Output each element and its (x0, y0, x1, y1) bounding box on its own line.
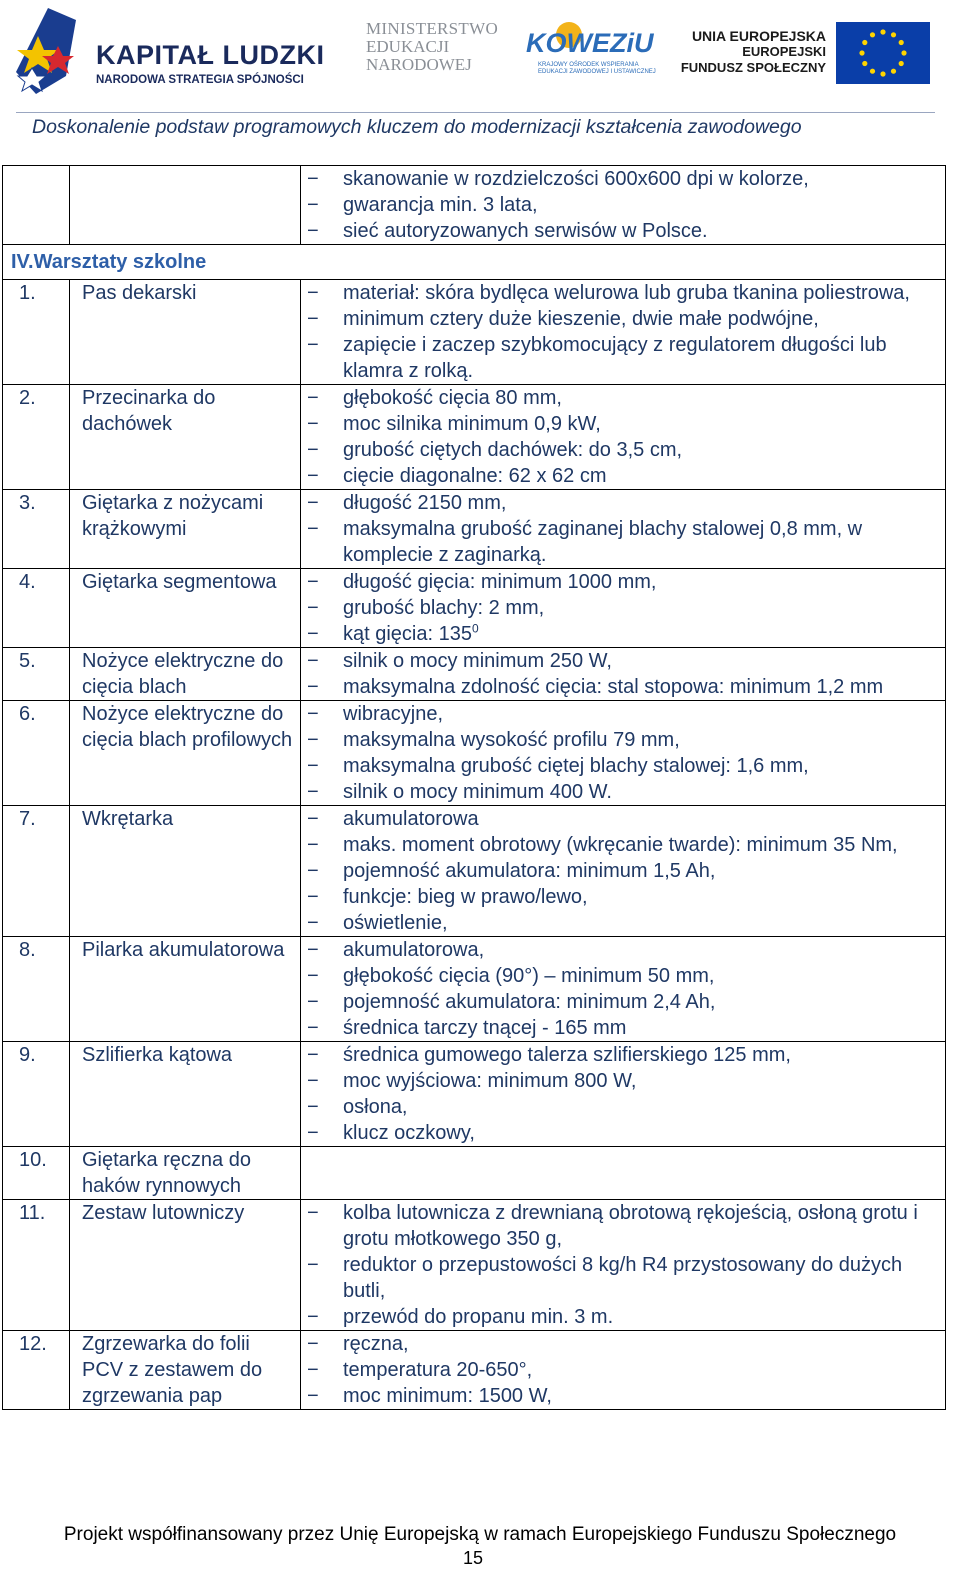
koweziu-sub-line-2: EDUKACJI ZAWODOWEJ I USTAWICZNEJ (538, 69, 656, 75)
feature-list (301, 166, 945, 244)
feature-list (301, 806, 945, 936)
feature-text: maksymalna zdolność cięcia: stal stopowa: minimum 1,2 mm (343, 676, 884, 698)
feature-item (301, 280, 945, 306)
name-cell (70, 806, 301, 937)
feature-text: pojemność akumulatora: minimum 2,4 Ah, (343, 991, 716, 1013)
feature-list (301, 569, 945, 647)
feature-list (301, 937, 945, 1041)
number-cell (3, 385, 70, 490)
feature-item (301, 1015, 945, 1041)
number-cell (3, 1331, 70, 1410)
feature-item (301, 701, 945, 727)
dash-bullet: − (307, 912, 319, 934)
dash-bullet: − (307, 623, 319, 645)
dash-bullet: − (307, 1306, 319, 1328)
features-cell (301, 701, 946, 806)
dash-bullet: − (307, 676, 319, 698)
dash-bullet: − (307, 886, 319, 908)
page-subtitle: Doskonalenie podstaw programowych kluczem do modernizacji kształcenia zawodowego (32, 116, 802, 138)
number-cell (3, 648, 70, 701)
dash-bullet: − (307, 282, 319, 304)
feature-text: średnica tarczy tnącej - 165 mm (343, 1017, 627, 1039)
men-line-3: NARODOWEJ (366, 55, 472, 74)
item-name: Nożyce elektryczne do cięcia blach profilowych (82, 703, 293, 751)
name-cell (70, 1147, 301, 1200)
section-row (3, 245, 946, 280)
feature-list (301, 1331, 945, 1409)
name-cell (70, 385, 301, 490)
dash-bullet: − (307, 834, 319, 856)
feature-item (301, 1068, 945, 1094)
item-name: Pas dekarski (82, 282, 197, 304)
dash-bullet: − (307, 439, 319, 461)
feature-item (301, 937, 945, 963)
section-title: IV.Warsztaty szkolne (3, 245, 946, 280)
dash-bullet: − (307, 1333, 319, 1355)
features-cell (301, 569, 946, 648)
feature-item (301, 1304, 945, 1330)
eu-line-2: EUROPEJSKI (742, 44, 826, 59)
feature-item (301, 463, 945, 489)
feature-text: skanowanie w rozdzielczości 600x600 dpi w kolorze, (343, 168, 809, 190)
eu-star-icon (891, 32, 896, 37)
feature-item (301, 963, 945, 989)
feature-item (301, 411, 945, 437)
feature-item (301, 1357, 945, 1383)
feature-text: moc silnika minimum 0,9 kW, (343, 413, 601, 435)
feature-text: głębokość cięcia (90°) – minimum 50 mm, (343, 965, 715, 987)
item-name: Pilarka akumulatorowa (82, 939, 285, 961)
kapital-ludzki-subtitle: NARODOWA STRATEGIA SPÓJNOŚCI (96, 74, 304, 86)
number-cell (3, 166, 70, 245)
degree-superscript: 0 (471, 621, 479, 636)
dash-bullet: − (307, 1359, 319, 1381)
feature-text: głębokość cięcia 80 mm, (343, 387, 562, 409)
feature-item (301, 779, 945, 805)
feature-item (301, 621, 945, 647)
name-cell (70, 648, 301, 701)
feature-item (301, 674, 945, 700)
item-number: 6. (19, 703, 36, 725)
dash-bullet: − (307, 1202, 319, 1224)
feature-text: silnik o mocy minimum 400 W. (343, 781, 612, 803)
number-cell (3, 1147, 70, 1200)
item-name: Zgrzewarka do folii PCV z zestawem do zgrzewania pap (82, 1333, 263, 1407)
dash-bullet: − (307, 1096, 319, 1118)
feature-item (301, 306, 945, 332)
features-cell (301, 1147, 946, 1200)
table-row (3, 648, 946, 701)
feature-list (301, 1042, 945, 1146)
feature-item (301, 1383, 945, 1409)
feature-item (301, 595, 945, 621)
kapital-ludzki-logo (10, 6, 325, 106)
eu-star-icon (891, 69, 896, 74)
feature-text: maksymalna grubość ciętej blachy stalowej: 1,6 mm, (343, 755, 809, 777)
dash-bullet: − (307, 597, 319, 619)
men-line-2: EDUKACJI (366, 37, 450, 56)
feature-text: minimum cztery duże kieszenie, dwie małe podwójne, (343, 308, 819, 330)
feature-text: gwarancja min. 3 lata, (343, 194, 538, 216)
feature-item (301, 910, 945, 936)
koweziu-sub-line-1: KRAJOWY OŚRODEK WSPIERANIA (538, 62, 639, 68)
header-logos (0, 0, 960, 110)
feature-list (301, 1200, 945, 1330)
eu-star-icon (880, 71, 885, 76)
feature-text: pojemność akumulatora: minimum 1,5 Ah, (343, 860, 716, 882)
item-number: 5. (19, 650, 36, 672)
feature-text: cięcie diagonalne: 62 x 62 cm (343, 465, 607, 487)
feature-text: średnica gumowego talerza szlifierskiego 125 mm, (343, 1044, 791, 1066)
features-cell (301, 385, 946, 490)
feature-item (301, 1094, 945, 1120)
feature-list (301, 701, 945, 805)
table-row (3, 806, 946, 937)
feature-text: sieć autoryzowanych serwisów w Polsce. (343, 220, 708, 242)
feature-item (301, 166, 945, 192)
header-divider (16, 112, 935, 113)
feature-text: osłona, (343, 1096, 408, 1118)
features-cell (301, 1042, 946, 1147)
page-number: 15 (462, 1548, 484, 1568)
dash-bullet: − (307, 465, 319, 487)
table-row (3, 937, 946, 1042)
number-cell (3, 1200, 70, 1331)
table-row (3, 701, 946, 806)
number-cell (3, 701, 70, 806)
dash-bullet: − (307, 650, 319, 672)
table-row (3, 490, 946, 569)
features-cell (301, 648, 946, 701)
eu-star-icon (870, 32, 875, 37)
feature-text: grubość blachy: 2 mm, (343, 597, 545, 619)
eu-star-icon (870, 69, 875, 74)
feature-text: funkcje: bieg w prawo/lewo, (343, 886, 588, 908)
eu-line-1: UNIA EUROPEJSKA (691, 28, 826, 44)
number-cell (3, 490, 70, 569)
item-name: Giętarka segmentowa (82, 571, 277, 593)
item-name: Przecinarka do dachówek (82, 387, 216, 435)
feature-item (301, 884, 945, 910)
table-row (3, 166, 946, 245)
eu-star-icon (880, 29, 885, 34)
dash-bullet: − (307, 1017, 319, 1039)
eu-star-icon (899, 61, 904, 66)
features-cell (301, 1331, 946, 1410)
table-row (3, 1042, 946, 1147)
dash-bullet: − (307, 939, 319, 961)
men-line-1: MINISTERSTWO (366, 19, 499, 38)
feature-text: moc minimum: 1500 W, (343, 1385, 552, 1407)
dash-bullet: − (307, 1122, 319, 1144)
feature-text: zapięcie i zaczep szybkomocujący z regulatorem długości lub klamra z rolką. (343, 334, 887, 382)
feature-text: ręczna, (343, 1333, 409, 1355)
kapital-ludzki-star-icon (10, 6, 90, 106)
item-name: Zestaw lutowniczy (82, 1202, 245, 1224)
feature-item (301, 1252, 945, 1304)
item-number: 2. (19, 387, 36, 409)
feature-text: maks. moment obrotowy (wkręcanie twarde): minimum 35 Nm, (343, 834, 898, 856)
feature-text: moc wyjściowa: minimum 800 W, (343, 1070, 637, 1092)
feature-list (301, 648, 945, 700)
feature-item (301, 727, 945, 753)
feature-text: materiał: skóra bydlęca welurowa lub gruba tkanina poliestrowa, (343, 282, 910, 304)
item-number: 10. (19, 1149, 47, 1171)
dash-bullet: − (307, 781, 319, 803)
table-row (3, 280, 946, 385)
feature-item (301, 832, 945, 858)
features-cell (301, 490, 946, 569)
feature-item (301, 332, 945, 384)
feature-item (301, 648, 945, 674)
item-number: 7. (19, 808, 36, 830)
features-cell (301, 806, 946, 937)
name-cell (70, 937, 301, 1042)
feature-item (301, 1042, 945, 1068)
feature-item (301, 218, 945, 244)
dash-bullet: − (307, 965, 319, 987)
feature-item (301, 1200, 945, 1252)
name-cell (70, 280, 301, 385)
feature-item (301, 569, 945, 595)
name-cell (70, 1200, 301, 1331)
eu-star-icon (862, 40, 867, 45)
feature-text: akumulatorowa, (343, 939, 485, 961)
features-cell (301, 166, 946, 245)
dash-bullet: − (307, 1044, 319, 1066)
eu-logo (680, 22, 944, 86)
feature-item (301, 385, 945, 411)
item-name: Szlifierka kątowa (82, 1044, 233, 1066)
features-cell (301, 280, 946, 385)
feature-list (301, 385, 945, 489)
dash-bullet: − (307, 991, 319, 1013)
dash-bullet: − (307, 703, 319, 725)
table-row (3, 385, 946, 490)
feature-list (301, 280, 945, 384)
equipment-spec-table (2, 165, 946, 1410)
feature-item (301, 806, 945, 832)
name-cell (70, 166, 301, 245)
item-number: 11. (19, 1202, 46, 1224)
number-cell (3, 1042, 70, 1147)
table-row (3, 1147, 946, 1200)
feature-text: oświetlenie, (343, 912, 448, 934)
kapital-ludzki-title: KAPITAŁ LUDZKI (96, 40, 325, 70)
feature-text: maksymalna grubość zaginanej blachy stalowej 0,8 mm, w komplecie z zaginarką. (343, 518, 863, 566)
name-cell (70, 1042, 301, 1147)
number-cell (3, 806, 70, 937)
eu-logo-text (681, 28, 826, 76)
feature-text: temperatura 20-650°, (343, 1359, 533, 1381)
table-row (3, 1331, 946, 1410)
koweziu-subtitle (538, 62, 656, 76)
item-name: Nożyce elektryczne do cięcia blach (82, 650, 284, 698)
item-number: 8. (19, 939, 36, 961)
number-cell (3, 280, 70, 385)
feature-item (301, 1120, 945, 1146)
features-cell (301, 937, 946, 1042)
name-cell (70, 490, 301, 569)
feature-text: kolba lutownicza z drewnianą obrotową rękojeścią, osłoną grotu i grotu młotkowego 350 g, (343, 1202, 918, 1250)
feature-item (301, 753, 945, 779)
feature-text: długość 2150 mm, (343, 492, 507, 514)
dash-bullet: − (307, 808, 319, 830)
dash-bullet: − (307, 334, 319, 356)
dash-bullet: − (307, 308, 319, 330)
feature-item (301, 989, 945, 1015)
dash-bullet: − (307, 194, 319, 216)
dash-bullet: − (307, 860, 319, 882)
eu-flag-icon (836, 22, 930, 84)
dash-bullet: − (307, 1385, 319, 1407)
dash-bullet: − (307, 729, 319, 751)
name-cell (70, 701, 301, 806)
dash-bullet: − (307, 1254, 319, 1276)
dash-bullet: − (307, 220, 319, 242)
eu-star-icon (862, 61, 867, 66)
table-row (3, 569, 946, 648)
dash-bullet: − (307, 571, 319, 593)
men-logo (366, 20, 498, 74)
feature-text: kąt gięcia: 135 (343, 623, 472, 645)
feature-item (301, 516, 945, 568)
feature-text: przewód do propanu min. 3 m. (343, 1306, 614, 1328)
feature-text: maksymalna wysokość profilu 79 mm, (343, 729, 680, 751)
feature-text: reduktor o przepustowości 8 kg/h R4 przystosowany do dużych butli, (343, 1254, 903, 1302)
feature-text: długość gięcia: minimum 1000 mm, (343, 571, 657, 593)
item-number: 9. (19, 1044, 36, 1066)
feature-text: silnik o mocy minimum 250 W, (343, 650, 612, 672)
feature-text: grubość ciętych dachówek: do 3,5 cm, (343, 439, 683, 461)
feature-item (301, 490, 945, 516)
feature-item (301, 437, 945, 463)
koweziu-name: KOWEZiU (526, 28, 654, 58)
footer-text: Projekt współfinansowany przez Unię Europejską w ramach Europejskiego Funduszu Społecznego (63, 1524, 897, 1545)
feature-text: akumulatorowa (343, 808, 479, 830)
item-name: Giętarka ręczna do haków rynnowych (82, 1149, 251, 1197)
number-cell (3, 937, 70, 1042)
item-number: 4. (19, 571, 36, 593)
item-name: Wkrętarka (82, 808, 174, 830)
feature-text: wibracyjne, (343, 703, 444, 725)
number-cell (3, 569, 70, 648)
koweziu-logo (526, 22, 656, 82)
feature-item (301, 192, 945, 218)
feature-item (301, 858, 945, 884)
item-number: 1. (19, 282, 36, 304)
feature-text: klucz oczkowy, (343, 1122, 475, 1144)
dash-bullet: − (307, 492, 319, 514)
dash-bullet: − (307, 413, 319, 435)
dash-bullet: − (307, 387, 319, 409)
feature-list (301, 490, 945, 568)
dash-bullet: − (307, 1070, 319, 1092)
eu-star-icon (901, 50, 906, 55)
item-number: 3. (19, 492, 36, 514)
eu-line-3: FUNDUSZ SPOŁECZNY (680, 60, 826, 75)
eu-star-icon (859, 50, 864, 55)
dash-bullet: − (307, 755, 319, 777)
item-number: 12. (19, 1333, 47, 1355)
dash-bullet: − (307, 518, 319, 540)
table-row (3, 1200, 946, 1331)
name-cell (70, 569, 301, 648)
features-cell (301, 1200, 946, 1331)
name-cell (70, 1331, 301, 1410)
dash-bullet: − (307, 168, 319, 190)
item-name: Giętarka z nożycami krążkowymi (82, 492, 264, 540)
feature-item (301, 1331, 945, 1357)
eu-star-icon (899, 40, 904, 45)
